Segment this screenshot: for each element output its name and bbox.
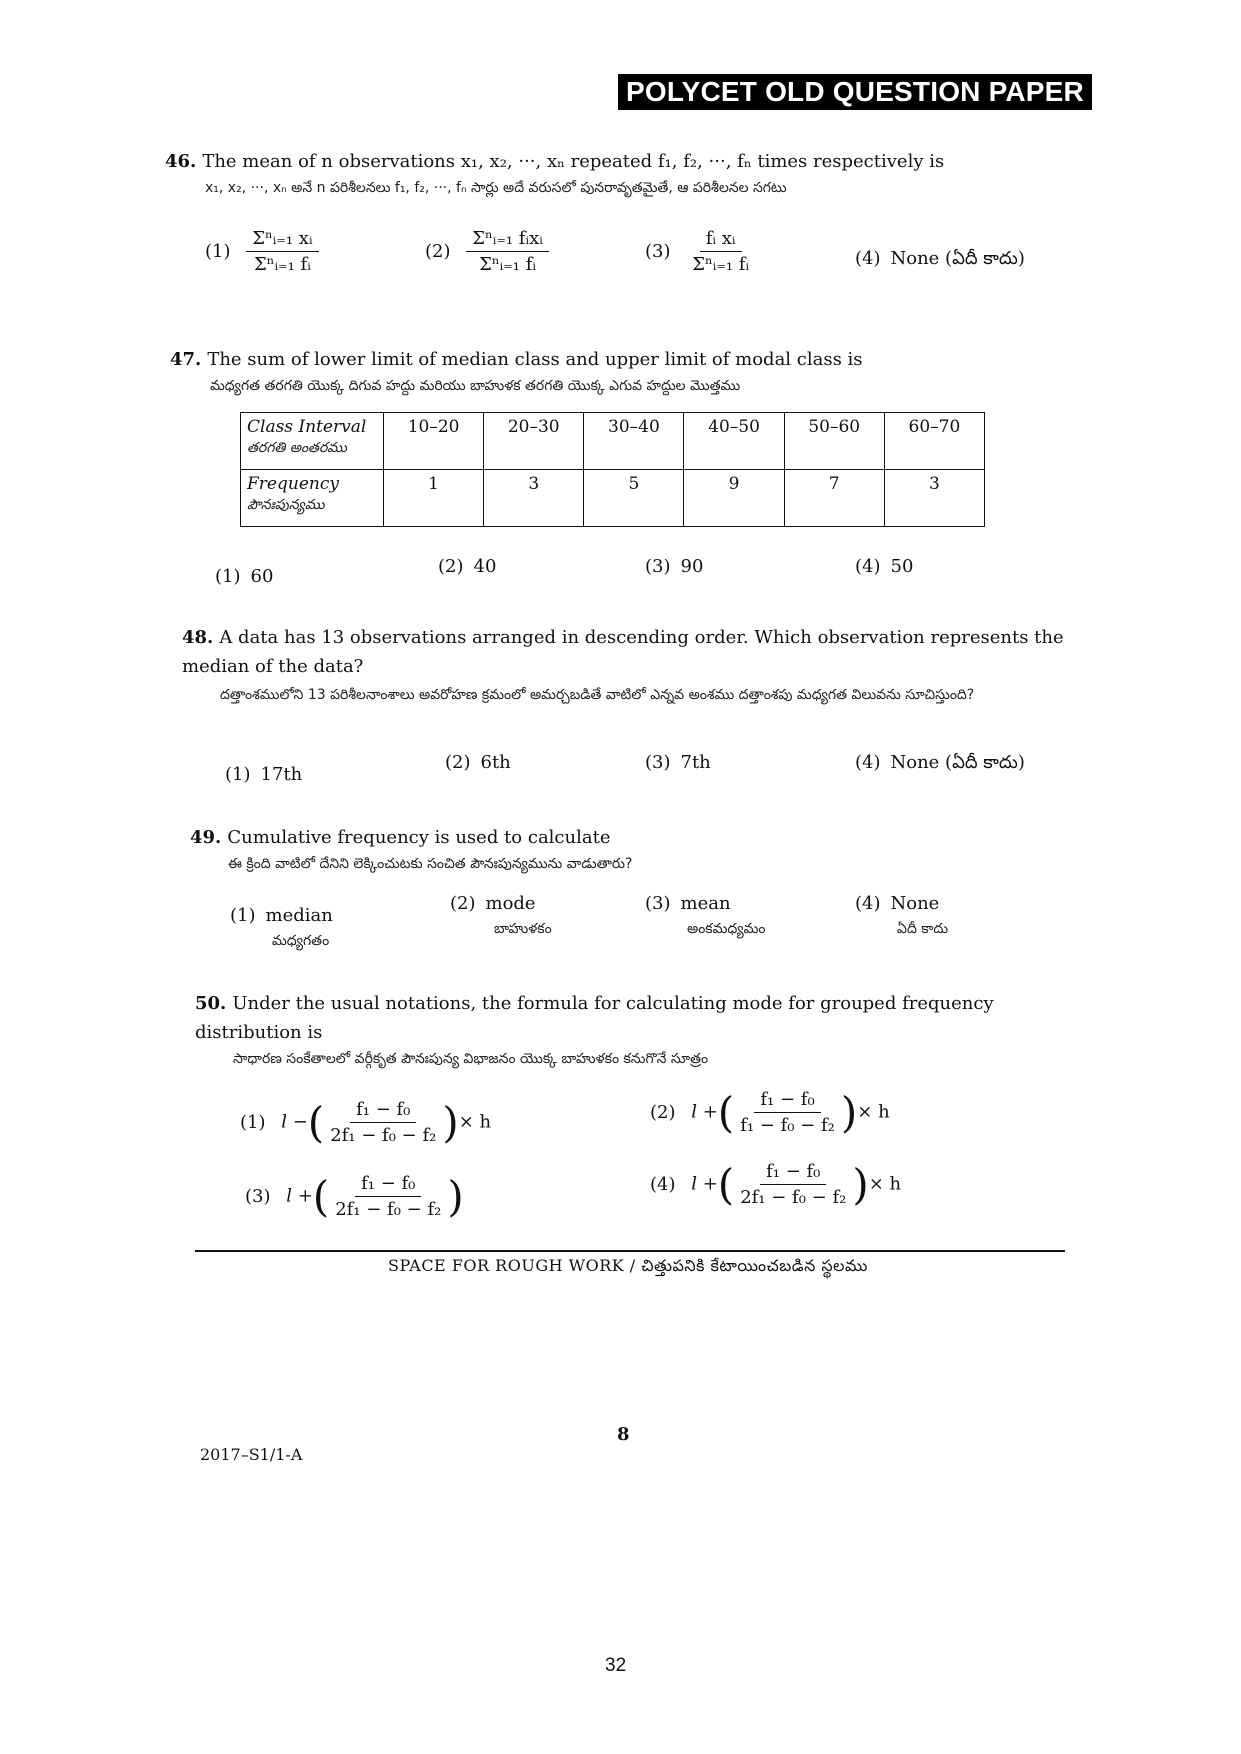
q50-option-4: (4) l +( $\frac{\text{f₁ − f₀}}{\text{2f₁ − f₀ − f₂}}$ )× h — [650, 1160, 902, 1209]
question-46 — [165, 148, 1055, 199]
q50-option-2: (2) l +( $\frac{\text{f₁ − f₀}}{\text{f₁ − f₀ − f₂}}$ )× h — [650, 1088, 890, 1137]
question-49 — [190, 824, 1050, 875]
question-48 — [182, 624, 1072, 708]
question-50-text — [195, 990, 1065, 1048]
question-text-te: మధ్యగత తరగతి యొక్క దిగువ హద్దు మరియు బాహుళక తరగతి యొక్క ఎగువ హద్దుల మొత్తము — [210, 377, 741, 394]
question-number: 47. — [170, 349, 202, 370]
question-text-en: Cumulative frequency is used to calculate — [227, 827, 611, 848]
question-number: 49. — [190, 827, 222, 848]
frequency-table — [240, 412, 985, 527]
frequency-cell: 5 — [584, 470, 684, 527]
question-text-te: x₁, x₂, ···, xₙ అనే n పరిశీలనలు f₁, f₂, ···, fₙ సార్లు అదే వరుసలో పునరావృతమైతే, ఆ పరిశీలనల సగటు — [205, 179, 787, 196]
question-text-en: Under the usual notations, the formula for calculating mode for grouped frequency distribution is — [195, 993, 994, 1043]
q48-option-3: (3) 7th — [645, 752, 711, 773]
table-row — [241, 470, 985, 527]
class-interval-cell: 40–50 — [684, 413, 784, 470]
fraction: $\frac{\text{f₁ − f₀}}{\text{2f₁ − f₀ − f₂}}$ — [335, 1173, 442, 1220]
q49-option-1: (1) median మధ్యగతం — [230, 905, 333, 949]
q49-option-2: (2) mode బాహుళకం — [450, 893, 552, 937]
inner-page-number: 8 — [617, 1424, 630, 1445]
class-interval-cell: 30–40 — [584, 413, 684, 470]
question-48-text — [182, 624, 1072, 682]
table-row-label: Frequency పౌనఃపున్యము — [241, 470, 384, 527]
fraction: $\frac{\text{f₁ − f₀}}{\text{f₁ − f₀ − f₂}}$ — [740, 1089, 835, 1136]
question-text-en: A data has 13 observations arranged in descending order. Which observation represents the median of the data? — [182, 627, 1064, 677]
q49-option-3: (3) mean అంకమధ్యమం — [645, 893, 766, 937]
fraction: $\frac{\text{Σⁿᵢ₌₁ xᵢ}}{\text{Σⁿᵢ₌₁ fᵢ}}$ — [246, 228, 318, 275]
frequency-cell: 7 — [784, 470, 884, 527]
question-50 — [195, 990, 1065, 1070]
question-text-te: దత్తాంశములోని 13 పరిశీలనాంశాలు అవరోహణ క్రమంలో అమర్చబడితే వాటిలో ఎన్నవ అంశము దత్తాంశపు మధ్యగత విలువను సూచిస్తుంది? — [220, 686, 975, 703]
question-text-en: The sum of lower limit of median class and upper limit of modal class is — [207, 349, 863, 370]
q47-option-1: (1) 60 — [215, 566, 274, 587]
class-interval-cell: 10–20 — [384, 413, 484, 470]
q48-option-4: (4) None (ఏదీ కాదు) — [855, 752, 1025, 773]
q49-option-4: (4) None ఏదీ కాదు — [855, 893, 949, 937]
fraction: $\frac{\text{f₁ − f₀}}{\text{2f₁ − f₀ − f₂}}$ — [740, 1161, 847, 1208]
frequency-cell: 9 — [684, 470, 784, 527]
page-number: 32 — [605, 1655, 627, 1676]
rough-work-divider — [195, 1250, 1065, 1252]
q47-option-4: (4) 50 — [855, 556, 914, 577]
q46-option-1: (1) $\frac{\text{Σⁿᵢ₌₁ xᵢ}}{\text{Σⁿᵢ₌₁ fᵢ}}$ — [205, 228, 319, 275]
page-banner: POLYCET OLD QUESTION PAPER — [618, 74, 1092, 110]
q50-option-3: (3) l +( $\frac{\text{f₁ − f₀}}{\text{2f₁ − f₀ − f₂}}$ ) — [245, 1172, 464, 1221]
paper-code: 2017–S1/1-A — [200, 1445, 303, 1464]
question-text-te: ఈ క్రింది వాటిలో దేనిని లెక్కించుటకు సంచిత పౌనఃపున్యమును వాడుతారు? — [228, 855, 633, 872]
class-interval-cell: 60–70 — [884, 413, 984, 470]
question-47 — [170, 346, 1050, 397]
class-interval-cell: 20–30 — [484, 413, 584, 470]
table-row-label: Class Interval తరగతి అంతరము — [241, 413, 384, 470]
class-interval-cell: 50–60 — [784, 413, 884, 470]
q46-option-4: (4) None (ఏదీ కాదు) — [855, 248, 1025, 269]
question-47-text — [170, 346, 1050, 375]
question-text-te: సాధారణ సంకేతాలలో వర్గీకృత పౌనఃపున్య విభాజనం యొక్క బాహుళకం కనుగొనే సూత్రం — [233, 1050, 709, 1067]
question-number: 48. — [182, 627, 214, 648]
question-46-text — [165, 148, 1055, 177]
fraction: $\frac{\text{f₁ − f₀}}{\text{2f₁ − f₀ − f₂}}$ — [330, 1099, 437, 1146]
fraction: $\frac{\text{fᵢ xᵢ}}{\text{Σⁿᵢ₌₁ fᵢ}}$ — [692, 228, 750, 275]
table-row — [241, 413, 985, 470]
fraction: $\frac{\text{Σⁿᵢ₌₁ fᵢxᵢ}}{\text{Σⁿᵢ₌₁ fᵢ}}$ — [466, 228, 549, 275]
q48-option-2: (2) 6th — [445, 752, 511, 773]
frequency-cell: 3 — [884, 470, 984, 527]
question-49-text — [190, 824, 1050, 853]
q48-option-1: (1) 17th — [225, 764, 303, 785]
q46-option-3: (3) $\frac{\text{fᵢ xᵢ}}{\text{Σⁿᵢ₌₁ fᵢ}}$ — [645, 228, 755, 275]
rough-work-label: SPACE FOR ROUGH WORK / చిత్తుపనికి కేటాయించబడిన స్థలము — [388, 1256, 868, 1275]
question-text-en: The mean of n observations x₁, x₂, ···, xₙ repeated f₁, f₂, ···, fₙ times respectively is — [202, 151, 945, 172]
q50-option-1: (1) l −( $\frac{\text{f₁ − f₀}}{\text{2f₁ − f₀ − f₂}}$ )× h — [240, 1098, 492, 1147]
frequency-cell: 3 — [484, 470, 584, 527]
frequency-cell: 1 — [384, 470, 484, 527]
question-number: 50. — [195, 993, 227, 1014]
q47-option-2: (2) 40 — [438, 556, 497, 577]
question-number: 46. — [165, 151, 197, 172]
q47-option-3: (3) 90 — [645, 556, 704, 577]
q46-option-2: (2) $\frac{\text{Σⁿᵢ₌₁ fᵢxᵢ}}{\text{Σⁿᵢ₌₁ fᵢ}}$ — [425, 228, 549, 275]
